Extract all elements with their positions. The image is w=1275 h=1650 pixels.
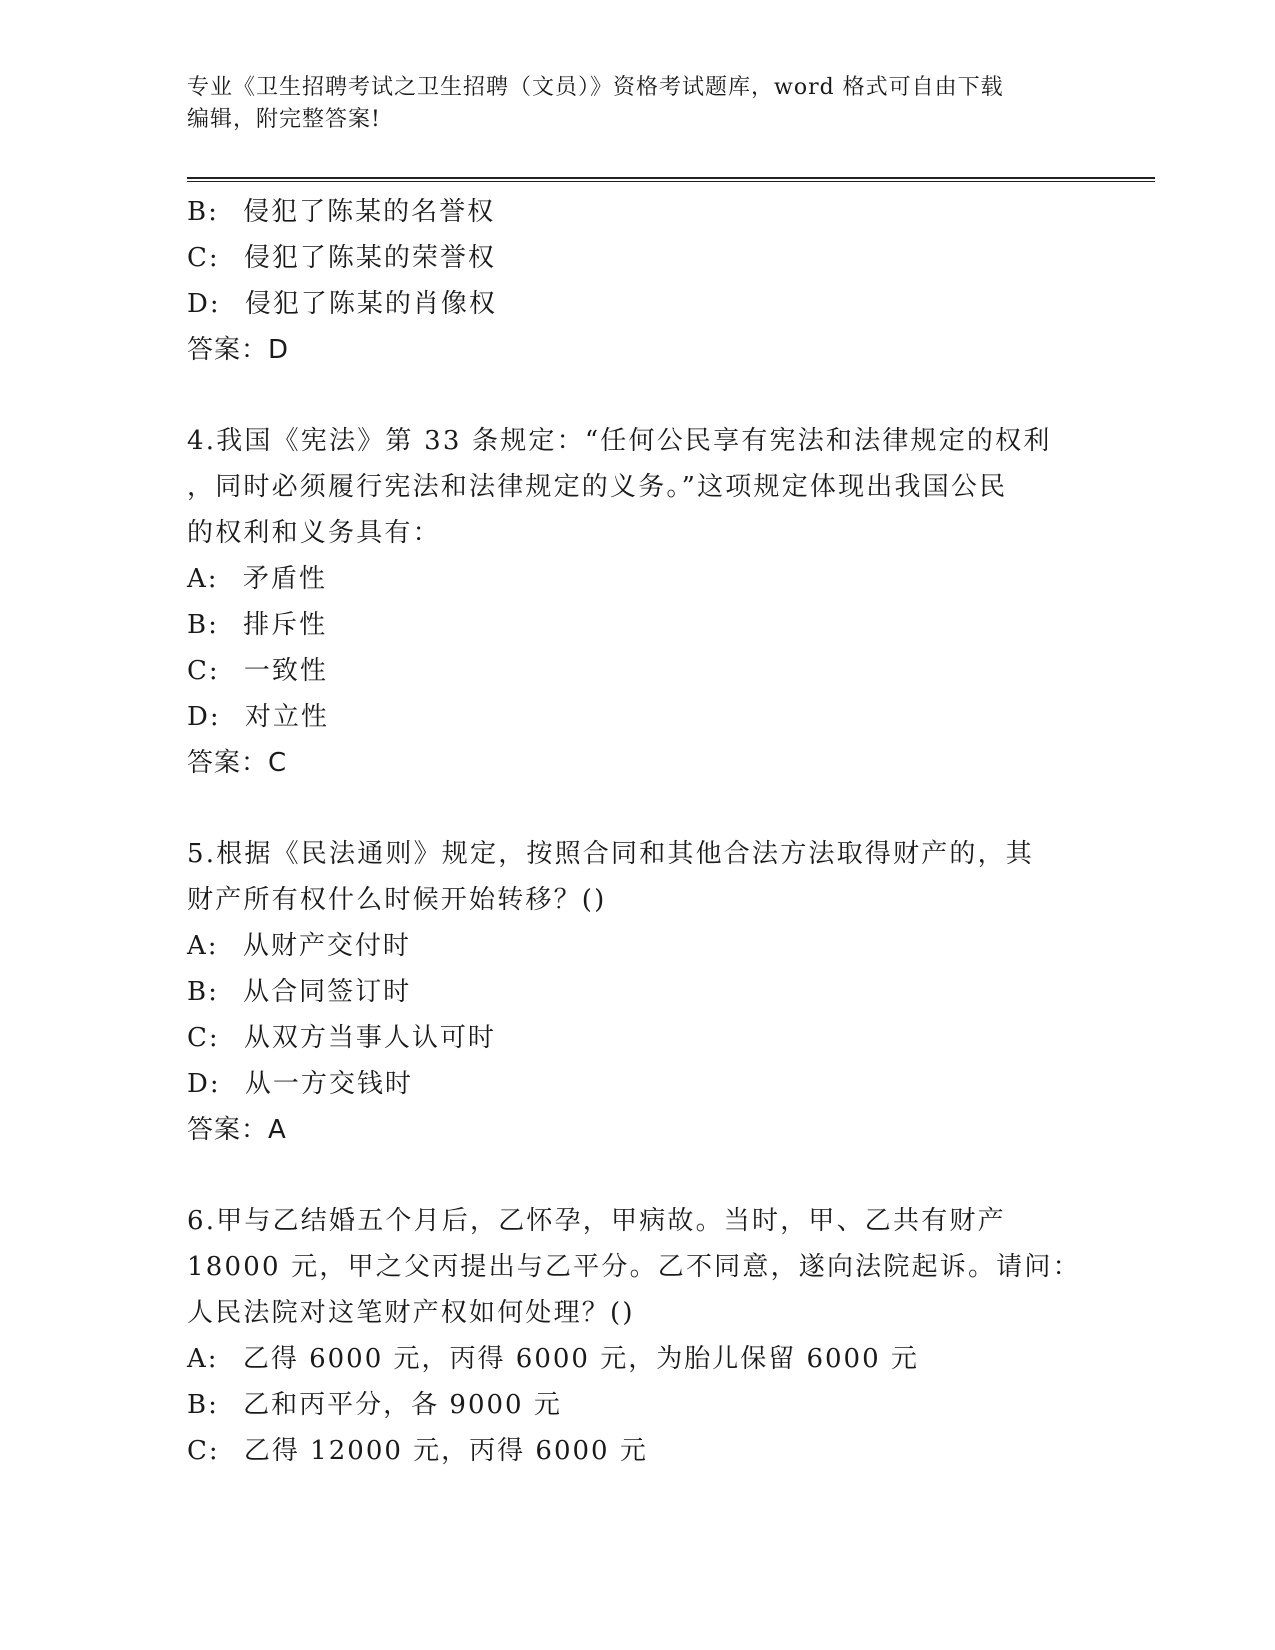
question-stem <box>187 418 1087 556</box>
header-divider-thick <box>187 177 1155 179</box>
question-list <box>187 189 1087 1474</box>
option-a <box>187 556 1087 602</box>
option-b <box>187 602 1087 648</box>
option-text: 从双方当事人认可时 <box>243 1023 496 1053</box>
option-d <box>187 1061 1087 1107</box>
option-text: 乙得 6000 元，丙得 6000 元，为胎儿保留 6000 元 <box>242 1344 919 1374</box>
option-c <box>187 648 1087 694</box>
stem-line: 18000 元，甲之父丙提出与乙平分。乙不同意，遂向法院起诉。请问： <box>187 1252 1081 1282</box>
option-text: 一致性 <box>243 656 328 686</box>
question-stem <box>187 1198 1087 1336</box>
option-letter: A: <box>187 931 219 961</box>
option-text: 乙和丙平分，各 9000 元 <box>243 1390 562 1420</box>
document-header <box>187 72 1087 136</box>
answer-line: 答案：D <box>187 335 290 365</box>
option-c <box>187 1015 1087 1061</box>
option-a <box>187 923 1087 969</box>
option-letter: B: <box>187 610 219 640</box>
option-d <box>187 694 1087 740</box>
option-letter: D: <box>187 289 221 319</box>
option-letter: B: <box>187 977 219 1007</box>
stem-line: ，同时必须履行宪法和法律规定的义务。”这项规定体现出我国公民 <box>187 472 1008 502</box>
option-text: 从合同签订时 <box>243 977 412 1007</box>
option-b <box>187 1382 1087 1428</box>
option-text: 矛盾性 <box>242 564 327 594</box>
stem-line: 4.我国《宪法》第 33 条规定：“任何公民享有宪法和法律规定的权利 <box>187 426 1052 456</box>
option-letter: D: <box>187 1069 221 1099</box>
question-4 <box>187 418 1087 786</box>
option-text: 侵犯了陈某的名誉权 <box>243 197 496 227</box>
option-a <box>187 1336 1087 1382</box>
option-letter: A: <box>187 564 219 594</box>
option-letter: C: <box>187 656 220 686</box>
option-letter: C: <box>187 243 220 273</box>
option-b <box>187 189 1087 235</box>
option-letter: C: <box>187 1023 220 1053</box>
option-text: 侵犯了陈某的荣誉权 <box>243 243 496 273</box>
option-text: 对立性 <box>244 702 329 732</box>
option-letter: B: <box>187 197 219 227</box>
option-text: 侵犯了陈某的肖像权 <box>244 289 497 319</box>
header-line-1: 专业《卫生招聘考试之卫生招聘（文员）》资格考试题库，word 格式可自由下载 <box>187 75 1004 100</box>
option-c <box>187 235 1087 281</box>
option-c <box>187 1428 1087 1474</box>
stem-line: 财产所有权什么时候开始转移？() <box>187 885 607 915</box>
stem-line: 人民法院对这笔财产权如何处理？() <box>187 1298 635 1328</box>
option-b <box>187 969 1087 1015</box>
stem-line: 的权利和义务具有： <box>187 518 441 548</box>
option-letter: A: <box>187 1344 219 1374</box>
option-letter: C: <box>187 1436 220 1466</box>
option-text: 从财产交付时 <box>242 931 411 961</box>
option-text: 乙得 12000 元，丙得 6000 元 <box>243 1436 648 1466</box>
question-5 <box>187 831 1087 1153</box>
option-text: 从一方交钱时 <box>244 1069 413 1099</box>
stem-line: 6.甲与乙结婚五个月后，乙怀孕，甲病故。当时，甲、乙共有财产 <box>187 1206 1006 1236</box>
option-d <box>187 281 1087 327</box>
option-text: 排斥性 <box>243 610 328 640</box>
answer-line: 答案：A <box>187 1115 287 1145</box>
question-6 <box>187 1198 1087 1474</box>
option-letter: D: <box>187 702 221 732</box>
question-stem <box>187 831 1087 923</box>
stem-line: 5.根据《民法通则》规定，按照合同和其他合法方法取得财产的，其 <box>187 839 1035 869</box>
question-3-continued <box>187 189 1087 373</box>
header-line-2: 编辑，附完整答案! <box>187 107 381 132</box>
answer-line: 答案：C <box>187 748 288 778</box>
header-divider-thin <box>187 181 1155 182</box>
option-letter: B: <box>187 1390 219 1420</box>
